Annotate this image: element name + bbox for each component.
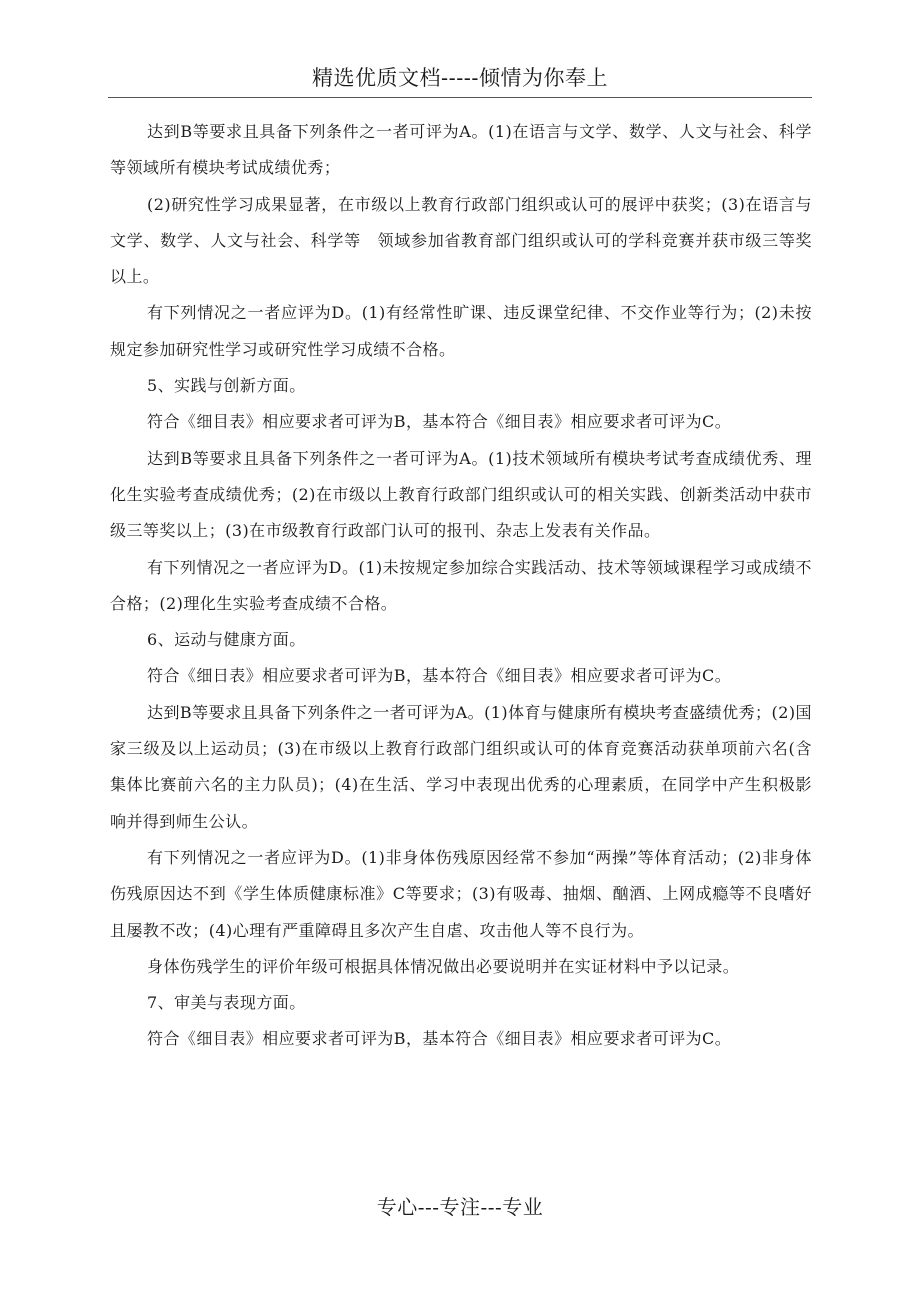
page-header: 精选优质文档-----倾情为你奉上 xyxy=(312,66,608,90)
paragraph: 符合《细目表》相应要求者可评为B，基本符合《细目表》相应要求者可评为C。 xyxy=(147,412,732,432)
page-footer: 专心---专注---专业 xyxy=(376,1195,544,1219)
paragraph: 达到B等要求且具备下列条件之一者可评为A。(1)在语言与文学、数学、人文与社会、科学等领域所有模块考试成绩优秀； xyxy=(110,122,812,178)
header-divider xyxy=(108,97,812,98)
paragraph: 达到B等要求且具备下列条件之一者可评为A。(1)技术领域所有模块考试考查成绩优秀、理化生实验考查成绩优秀；(2)在市级以上教育行政部门组织或认可的相关实践、创新类活动中获市级三等奖以上；(3)在市级教育行政部门认可的报刊、杂志上发表有关作品。 xyxy=(110,448,812,541)
paragraph: 有下列情况之一者应评为D。(1)非身体伤残原因经常不参加“两操”等体育活动；(2)非身体伤残原因达不到《学生体质健康标准》C等要求；(3)有吸毒、抽烟、酗酒、上网成瘾等不良嗜好且屡教不改；(4)心理有严重障碍且多次产生自虐、攻击他人等不良行为。 xyxy=(110,847,812,940)
document-body xyxy=(110,114,812,1058)
section-heading: 5、实践与创新方面。 xyxy=(147,376,306,396)
paragraph: 达到B等要求且具备下列条件之一者可评为A。(1)体育与健康所有模块考查盛绩优秀；(2)国家三级及以上运动员；(3)在市级以上教育行政部门组织或认可的体育竞赛活动获单项前六名(含集体比赛前六名的主力队员)；(4)在生活、学习中表现出优秀的心理素质，在同学中产生积极影响并得到师生公认。 xyxy=(110,702,812,831)
section-heading: 6、运动与健康方面。 xyxy=(147,630,306,650)
paragraph: 符合《细日表》相应要求者可评为B，基本符合《细目表》相应要求者可评为C。 xyxy=(147,666,732,686)
paragraph: (2)研究性学习成果显著，在市级以上教育行政部门组织或认可的展评中获奖；(3)在语言与文学、数学、人文与社会、科学等 领域参加省教育部门组织或认可的学科竞赛并获市级三等奖以上。 xyxy=(110,194,812,287)
paragraph: 符合《细目表》相应要求者可评为B，基本符合《细目表》相应要求者可评为C。 xyxy=(147,1029,732,1049)
section-heading: 7、审美与表现方面。 xyxy=(147,993,306,1013)
paragraph: 身体伤残学生的评价年级可根据具体情况做出必要说明并在实证材料中予以记录。 xyxy=(147,956,740,976)
paragraph: 有下列情况之一者应评为D。(1)有经常性旷课、违反课堂纪律、不交作业等行为；(2)未按规定参加研究性学习或研究性学习成绩不合格。 xyxy=(110,303,812,359)
paragraph: 有下列情况之一者应评为D。(1)未按规定参加综合实践活动、技术等领域课程学习或成绩不合格；(2)理化生实验考查成绩不合格。 xyxy=(110,557,812,613)
